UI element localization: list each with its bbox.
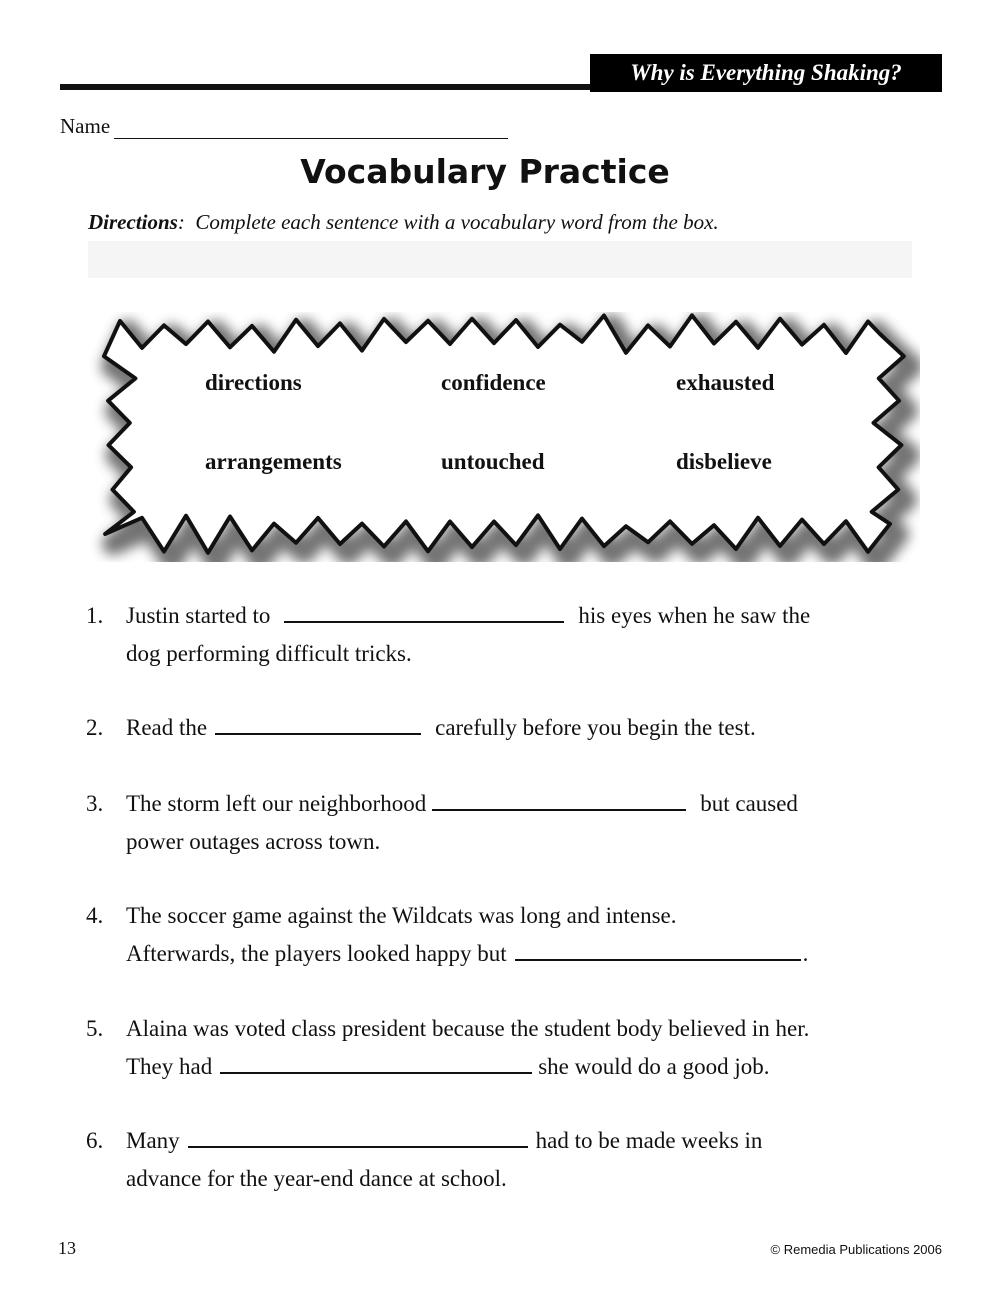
question-1	[86, 597, 810, 673]
question-5	[86, 1010, 809, 1086]
vocabulary-word-box	[90, 312, 920, 562]
question-text: dog performing difficult tricks.	[126, 641, 412, 666]
copyright-notice: © Remedia Publications 2006	[770, 1242, 942, 1257]
name-input-line[interactable]	[114, 116, 508, 139]
answer-blank[interactable]	[188, 1126, 528, 1148]
question-number: 1.	[86, 603, 104, 628]
question-text: The storm left our neighborhood	[126, 791, 427, 816]
question-text: carefully before you begin the test.	[435, 715, 756, 740]
answer-blank[interactable]	[432, 789, 686, 811]
directions-colon: :	[177, 210, 185, 234]
question-text: .	[802, 941, 809, 966]
question-text: she would do a good job.	[538, 1054, 770, 1079]
answer-blank[interactable]	[515, 939, 801, 961]
answer-blank[interactable]	[215, 713, 421, 735]
jagged-frame-icon	[90, 312, 920, 562]
question-text: Justin started to	[126, 603, 271, 628]
word-directions: directions	[205, 370, 302, 395]
word-confidence: confidence	[441, 370, 546, 395]
question-3	[86, 785, 798, 861]
question-text: his eyes when he saw the	[578, 603, 811, 628]
word-exhausted: exhausted	[676, 370, 775, 395]
answer-blank[interactable]	[284, 601, 564, 623]
directions-text: Complete each sentence with a vocabulary word from the box.	[195, 210, 719, 234]
question-number: 4.	[86, 903, 104, 928]
word-disbelieve: disbelieve	[676, 449, 772, 474]
answer-blank[interactable]	[220, 1052, 532, 1074]
question-number: 5.	[86, 1016, 104, 1041]
question-text: Afterwards, the players looked happy but	[126, 941, 507, 966]
page-title: Vocabulary Practice	[300, 152, 670, 191]
question-text: Read the	[126, 715, 208, 740]
header-rule	[60, 84, 600, 90]
name-field	[60, 114, 508, 139]
question-number: 2.	[86, 715, 104, 740]
word-arrangements: arrangements	[205, 449, 342, 474]
shaded-band	[88, 241, 912, 278]
question-text: Alaina was voted class president because the student body believed in her.	[126, 1016, 810, 1041]
question-number: 6.	[86, 1128, 104, 1153]
name-label: Name	[60, 114, 111, 138]
directions	[88, 210, 719, 235]
word-untouched: untouched	[441, 449, 545, 474]
question-text: power outages across town.	[126, 829, 381, 854]
question-6	[86, 1122, 762, 1198]
header-banner-title: Why is Everything Shaking?	[590, 54, 942, 92]
question-text: advance for the year-end dance at school.	[126, 1166, 507, 1191]
question-text: They had	[126, 1054, 213, 1079]
question-4	[86, 897, 808, 973]
question-number: 3.	[86, 791, 104, 816]
question-text: had to be made weeks in	[535, 1128, 763, 1153]
page-number: 13	[58, 1238, 76, 1258]
question-text: Many	[126, 1128, 180, 1153]
question-2	[86, 709, 756, 747]
question-text: The soccer game against the Wildcats was long and intense.	[126, 903, 677, 928]
question-text: but caused	[700, 791, 798, 816]
directions-label: Directions	[88, 210, 178, 234]
